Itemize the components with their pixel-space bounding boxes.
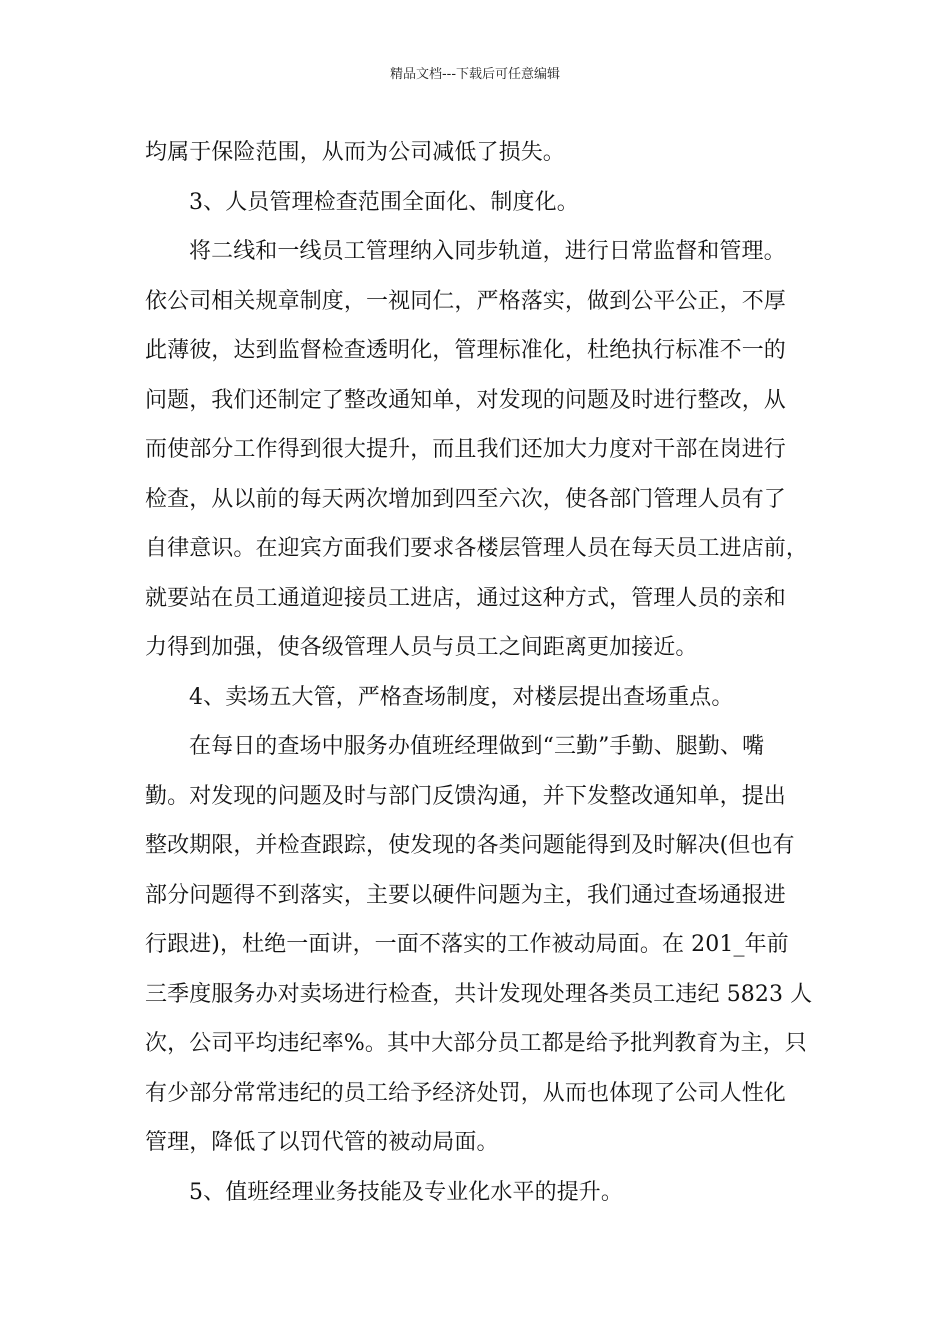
text-line: 管理，降低了以罚代管的被动局面。: [145, 1130, 499, 1155]
text-line: 就要站在员工通道迎接员工进店，通过这种方式，管理人员的亲和: [145, 585, 786, 611]
text-line: 而使部分工作得到很大提升，而且我们还加大力度对干部在岗进行: [145, 437, 786, 462]
text-line: 均属于保险范围，从而为公司减低了损失。: [145, 140, 565, 165]
page-header: 精品文档---下载后可任意编辑: [389, 67, 561, 82]
text-line: 勤。对发现的问题及时与部门反馈沟通，并下发整改通知单，提出: [145, 783, 786, 809]
text-line: 有少部分常常违纪的员工给予经济处罚，从而也体现了公司人性化: [145, 1080, 786, 1106]
text-line: 三季度服务办对卖场进行检查，共计发现处理各类员工违纪 5823 人: [145, 981, 813, 1007]
section-heading-4: 4、卖场五大管，严格查场制度，对楼层提出查场重点。: [189, 684, 734, 710]
text-line: 整改期限，并检查跟踪，使发现的各类问题能得到及时解决(但也有: [145, 833, 795, 858]
text-line: 将二线和一线员工管理纳入同步轨道，进行日常监督和管理。: [189, 239, 786, 264]
document-body: [145, 128, 813, 1217]
text-line: 依公司相关规章制度，一视同仁，严格落实，做到公平公正，不厚: [145, 288, 786, 314]
section-heading-5: 5、值班经理业务技能及专业化水平的提升。: [189, 1179, 623, 1205]
text-line: 部分问题得不到落实，主要以硬件问题为主，我们通过查场通报进: [145, 882, 786, 908]
text-line: 此薄彼，达到监督检查透明化，管理标准化，杜绝执行标准不一的: [145, 338, 786, 363]
text-line: 次，公司平均违纪率%。其中大部分员工都是给予批判教育为主，只: [145, 1031, 807, 1056]
text-line: 检查，从以前的每天两次增加到四至六次，使各部门管理人员有了: [145, 486, 786, 512]
text-line: 力得到加强，使各级管理人员与员工之间距离更加接近。: [145, 635, 698, 660]
text-line: 在每日的查场中服务办值班经理做到“三勤”手勤、腿勤、嘴: [189, 734, 765, 759]
text-line: 行跟进)，杜绝一面讲，一面不落实的工作被动局面。在 201_年前: [145, 932, 789, 957]
section-heading-3: 3、人员管理检查范围全面化、制度化。: [189, 189, 579, 215]
text-line: 问题，我们还制定了整改通知单，对发现的问题及时进行整改，从: [145, 387, 786, 413]
text-line: 自律意识。在迎宾方面我们要求各楼层管理人员在每天员工进店前，: [145, 536, 809, 561]
